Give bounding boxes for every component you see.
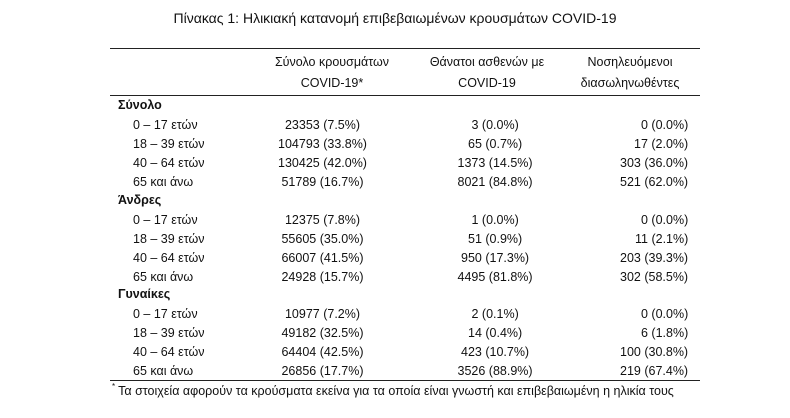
column-header-line: COVID-19	[458, 76, 516, 90]
intubated-cell: 203 (39.3%)	[620, 251, 689, 265]
cases-cell: 66007 (41.5%)	[281, 251, 364, 265]
table-row	[110, 137, 700, 156]
intubated-cell: 6 (1.8%)	[641, 326, 689, 340]
cases-cell: 49182 (32.5%)	[281, 326, 364, 340]
group-heading: Άνδρες	[118, 193, 162, 207]
age-cell: 0 – 17 ετών	[133, 213, 198, 227]
deaths-cell: 1 (0.0%)	[471, 213, 519, 227]
age-cell: 40 – 64 ετών	[133, 345, 205, 359]
header-rule	[110, 95, 700, 96]
deaths-cell: 1373 (14.5%)	[457, 156, 533, 170]
age-cell: 40 – 64 ετών	[133, 251, 205, 265]
column-header-line: Θάνατοι ασθενών με	[429, 55, 545, 69]
deaths-cell: 65 (0.7%)	[468, 137, 523, 151]
deaths-cell: 3 (0.0%)	[471, 118, 519, 132]
table-row	[110, 156, 700, 175]
deaths-cell: 4495 (81.8%)	[457, 270, 533, 284]
intubated-cell: 521 (62.0%)	[620, 175, 689, 189]
footnote-marker: *	[112, 382, 116, 391]
table-row	[110, 232, 700, 251]
age-cell: 18 – 39 ετών	[133, 326, 205, 340]
age-cell: 18 – 39 ετών	[133, 137, 205, 151]
table-row	[110, 118, 700, 137]
column-header-intubated	[565, 52, 695, 94]
deaths-cell: 950 (17.3%)	[461, 251, 530, 265]
age-cell: 0 – 17 ετών	[133, 118, 198, 132]
cases-cell: 51789 (16.7%)	[281, 175, 364, 189]
age-cell: 65 και άνω	[133, 175, 194, 189]
column-header-line: COVID-19*	[300, 76, 364, 90]
cases-cell: 104793 (33.8%)	[278, 137, 367, 151]
table-row	[110, 345, 700, 364]
group-heading: Γυναίκες	[118, 287, 171, 301]
intubated-cell: 100 (30.8%)	[620, 345, 689, 359]
group-heading: Σύνολο	[118, 98, 162, 112]
cases-cell: 23353 (7.5%)	[284, 118, 361, 132]
table-row	[110, 307, 700, 326]
age-cell: 18 – 39 ετών	[133, 232, 205, 246]
cases-cell: 12375 (7.8%)	[284, 213, 361, 227]
deaths-cell: 8021 (84.8%)	[457, 175, 533, 189]
column-header-deaths	[412, 52, 562, 94]
table-row	[110, 270, 700, 289]
age-cell: 0 – 17 ετών	[133, 307, 198, 321]
deaths-cell: 2 (0.1%)	[471, 307, 519, 321]
table-row	[110, 175, 700, 194]
cases-cell: 64404 (42.5%)	[281, 345, 364, 359]
intubated-cell: 0 (0.0%)	[641, 118, 689, 132]
column-header-line: Νοσηλευόμενοι	[587, 55, 673, 69]
intubated-cell: 0 (0.0%)	[641, 213, 689, 227]
intubated-cell: 219 (67.4%)	[620, 364, 689, 378]
intubated-cell: 302 (58.5%)	[620, 270, 689, 284]
footnote	[112, 384, 674, 398]
table-row	[110, 251, 700, 270]
intubated-cell: 0 (0.0%)	[641, 307, 689, 321]
table-row	[110, 326, 700, 345]
age-cell: 65 και άνω	[133, 364, 194, 378]
age-cell: 65 και άνω	[133, 270, 194, 284]
top-rule	[110, 48, 700, 49]
deaths-cell: 3526 (88.9%)	[457, 364, 533, 378]
table-row	[110, 213, 700, 232]
bottom-rule	[110, 380, 700, 381]
footnote-text: Τα στοιχεία αφορούν τα κρούσματα εκείνα για τα οποία είναι γνωστή και επιβεβαιωμένη η ηλικία τους	[118, 384, 674, 398]
cases-cell: 10977 (7.2%)	[284, 307, 361, 321]
cases-cell: 24928 (15.7%)	[281, 270, 364, 284]
cases-cell: 55605 (35.0%)	[281, 232, 364, 246]
intubated-cell: 17 (2.0%)	[634, 137, 689, 151]
column-header-cases	[262, 52, 402, 94]
column-header-line: διασωληνωθέντες	[580, 76, 680, 90]
deaths-cell: 423 (10.7%)	[461, 345, 530, 359]
intubated-cell: 303 (36.0%)	[620, 156, 689, 170]
table-title: Πίνακας 1: Ηλικιακή κατανομή επιβεβαιωμένων κρουσμάτων COVID-19	[173, 10, 617, 26]
cases-cell: 26856 (17.7%)	[281, 364, 364, 378]
column-header-line: Σύνολο κρουσμάτων	[274, 55, 390, 69]
age-cell: 40 – 64 ετών	[133, 156, 205, 170]
deaths-cell: 51 (0.9%)	[468, 232, 523, 246]
intubated-cell: 11 (2.1%)	[635, 232, 689, 246]
deaths-cell: 14 (0.4%)	[468, 326, 523, 340]
cases-cell: 130425 (42.0%)	[278, 156, 367, 170]
